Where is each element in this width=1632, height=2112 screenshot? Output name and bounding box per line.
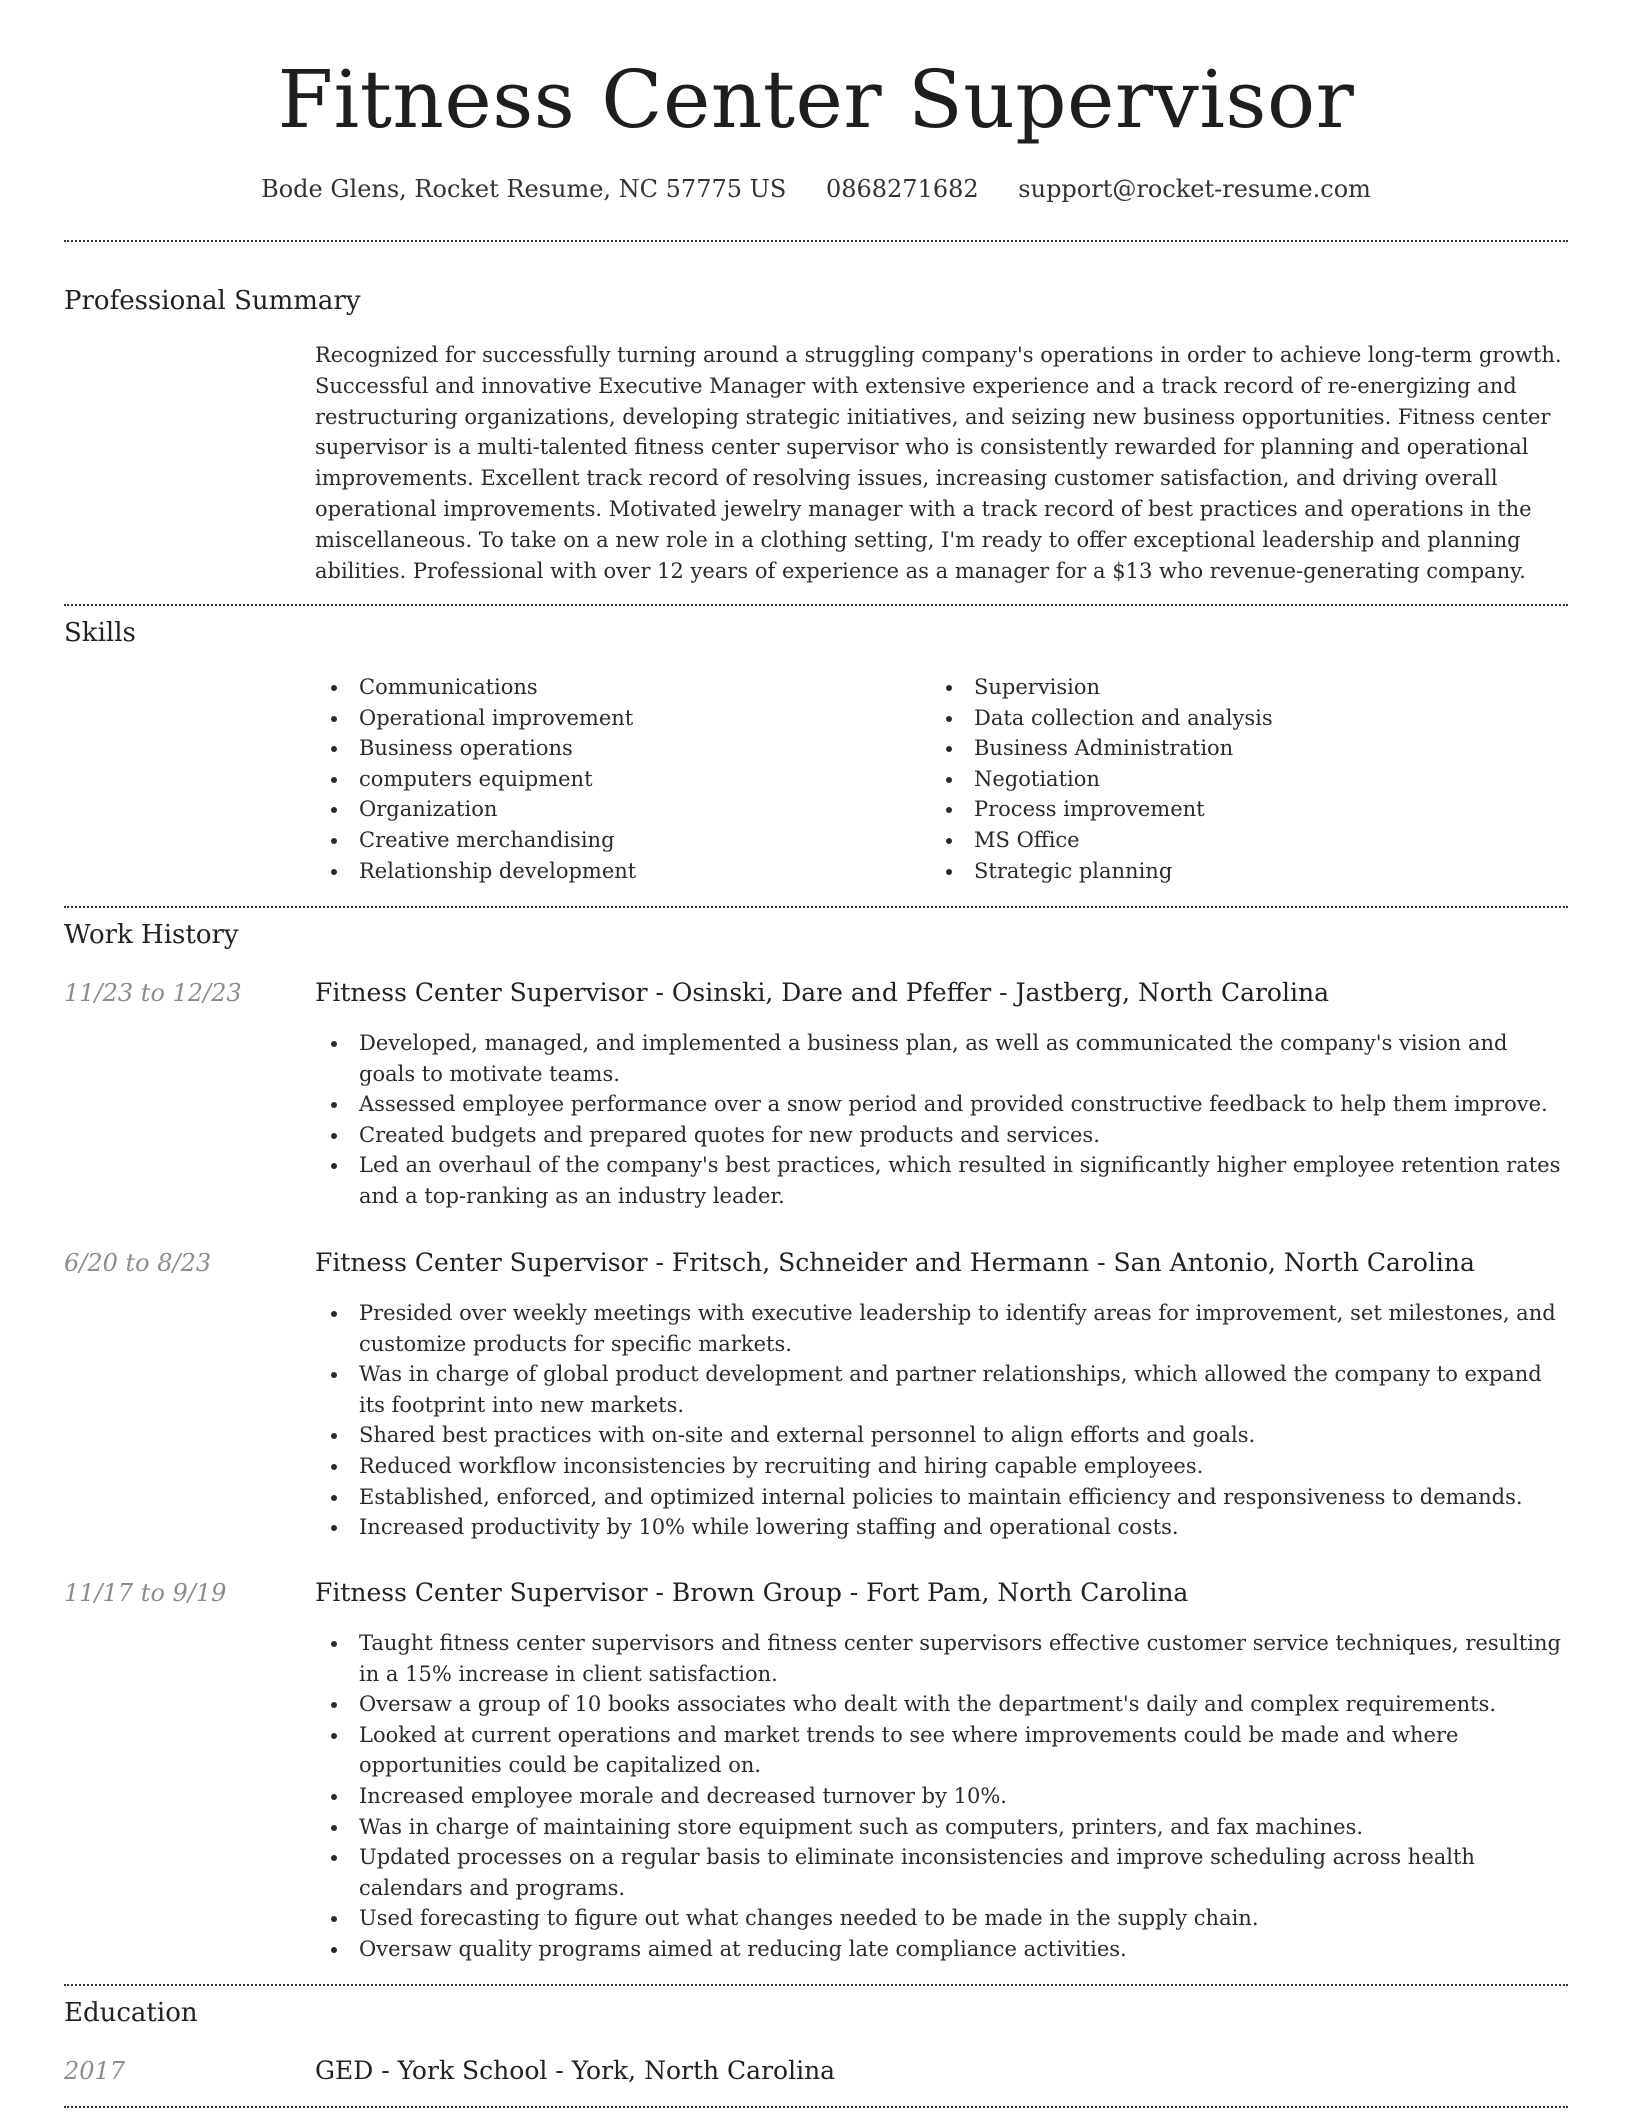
skill-item: computers equipment [315, 764, 895, 795]
skill-item: MS Office [930, 825, 1510, 856]
contact-line [0, 172, 1632, 206]
job-bullet: Was in charge of global product development and partner relationships, which allowed the company to expand its footprint into new markets. [315, 1359, 1567, 1420]
skill-item: Data collection and analysis [930, 703, 1510, 734]
job-title: Fitness Center Supervisor - Fritsch, Schneider and Hermann - San Antonio, North Carolina [315, 1248, 1475, 1277]
job-dates: 6/20 to 8/23 [64, 1249, 212, 1277]
email-text: support@rocket-resume.com [1018, 175, 1371, 203]
skill-item: Business Administration [930, 733, 1510, 764]
section-divider [64, 240, 1568, 242]
job-bullet: Assessed employee performance over a snow period and provided constructive feedback to help them improve. [315, 1089, 1567, 1120]
skill-item: Organization [315, 794, 895, 825]
job-title: Fitness Center Supervisor - Osinski, Dare and Pfeffer - Jastberg, North Carolina [315, 978, 1329, 1007]
section-divider [64, 604, 1568, 606]
address-text: Bode Glens, Rocket Resume, NC 57775 US [261, 175, 787, 203]
section-divider [64, 1984, 1568, 1986]
section-divider [64, 2106, 1568, 2108]
skill-item: Process improvement [930, 794, 1510, 825]
phone-text: 0868271682 [825, 175, 979, 203]
job-bullet: Taught fitness center supervisors and fitness center supervisors effective customer service techniques, resulting in a 15% increase in client satisfaction. [315, 1628, 1567, 1689]
education-heading: Education [64, 1998, 198, 2028]
job-bullets [315, 1298, 1567, 1543]
job-bullet: Increased productivity by 10% while lowering staffing and operational costs. [315, 1512, 1567, 1543]
skill-item: Negotiation [930, 764, 1510, 795]
job-dates: 11/23 to 12/23 [64, 979, 242, 1007]
job-bullet: Oversaw quality programs aimed at reducing late compliance activities. [315, 1934, 1567, 1965]
skills-list-left [315, 672, 895, 886]
work-heading: Work History [64, 920, 239, 950]
job-bullet: Increased employee morale and decreased turnover by 10%. [315, 1781, 1567, 1812]
skills-list-right [930, 672, 1510, 886]
job-bullets [315, 1628, 1567, 1965]
skill-item: Strategic planning [930, 856, 1510, 887]
summary-text: Recognized for successfully turning around a struggling company's operations in order to achieve long-term growth. Successful and innovative Executive Manager with extensive experience and a track record of re-energizing and restructuring organizations, developing strategic initiatives, and seizing new business opportunities. Fitness center supervisor is a multi-talented fitness center supervisor who is consistently rewarded for planning and operational improvements. Excellent track record of resolving issues, increasing customer satisfaction, and driving overall operational improvements. Motivated jewelry manager with a track record of best practices and operations in the miscellaneous. To take on a new role in a clothing setting, I'm ready to offer exceptional leadership and planning abilities. Professional with over 12 years of experience as a manager for a $13 who revenue-generating company. [315, 343, 1562, 583]
education-year: 2017 [64, 2057, 126, 2085]
job-bullet: Created budgets and prepared quotes for new products and services. [315, 1120, 1567, 1151]
job-bullet: Used forecasting to figure out what changes needed to be made in the supply chain. [315, 1903, 1567, 1934]
job-bullet: Oversaw a group of 10 books associates who dealt with the department's daily and complex requirements. [315, 1689, 1567, 1720]
job-bullet: Established, enforced, and optimized internal policies to maintain efficiency and responsiveness to demands. [315, 1482, 1567, 1513]
skill-item: Communications [315, 672, 895, 703]
skill-item: Business operations [315, 733, 895, 764]
job-bullet: Reduced workflow inconsistencies by recruiting and hiring capable employees. [315, 1451, 1567, 1482]
job-title: Fitness Center Supervisor - Brown Group - Fort Pam, North Carolina [315, 1578, 1189, 1607]
job-dates: 11/17 to 9/19 [64, 1579, 227, 1607]
job-bullets [315, 1028, 1567, 1212]
skill-item: Relationship development [315, 856, 895, 887]
job-bullet: Developed, managed, and implemented a business plan, as well as communicated the company's vision and goals to motivate teams. [315, 1028, 1567, 1089]
education-detail: GED - York School - York, North Carolina [315, 2056, 836, 2085]
job-bullet: Shared best practices with on-site and external personnel to align efforts and goals. [315, 1420, 1567, 1451]
section-divider [64, 906, 1568, 908]
skill-item: Operational improvement [315, 703, 895, 734]
job-bullet: Led an overhaul of the company's best practices, which resulted in significantly higher employee retention rates and a top-ranking as an industry leader. [315, 1150, 1567, 1211]
skill-item: Supervision [930, 672, 1510, 703]
skills-heading: Skills [64, 618, 136, 648]
job-bullet: Was in charge of maintaining store equipment such as computers, printers, and fax machines. [315, 1812, 1567, 1843]
job-bullet: Presided over weekly meetings with executive leadership to identify areas for improvement, set milestones, and customize products for specific markets. [315, 1298, 1567, 1359]
skill-item: Creative merchandising [315, 825, 895, 856]
job-bullet: Updated processes on a regular basis to eliminate inconsistencies and improve scheduling across health calendars and programs. [315, 1842, 1567, 1903]
resume-name: Fitness Center Supervisor [277, 53, 1355, 146]
summary-heading: Professional Summary [64, 286, 361, 316]
job-bullet: Looked at current operations and market trends to see where improvements could be made and where opportunities could be capitalized on. [315, 1720, 1567, 1781]
